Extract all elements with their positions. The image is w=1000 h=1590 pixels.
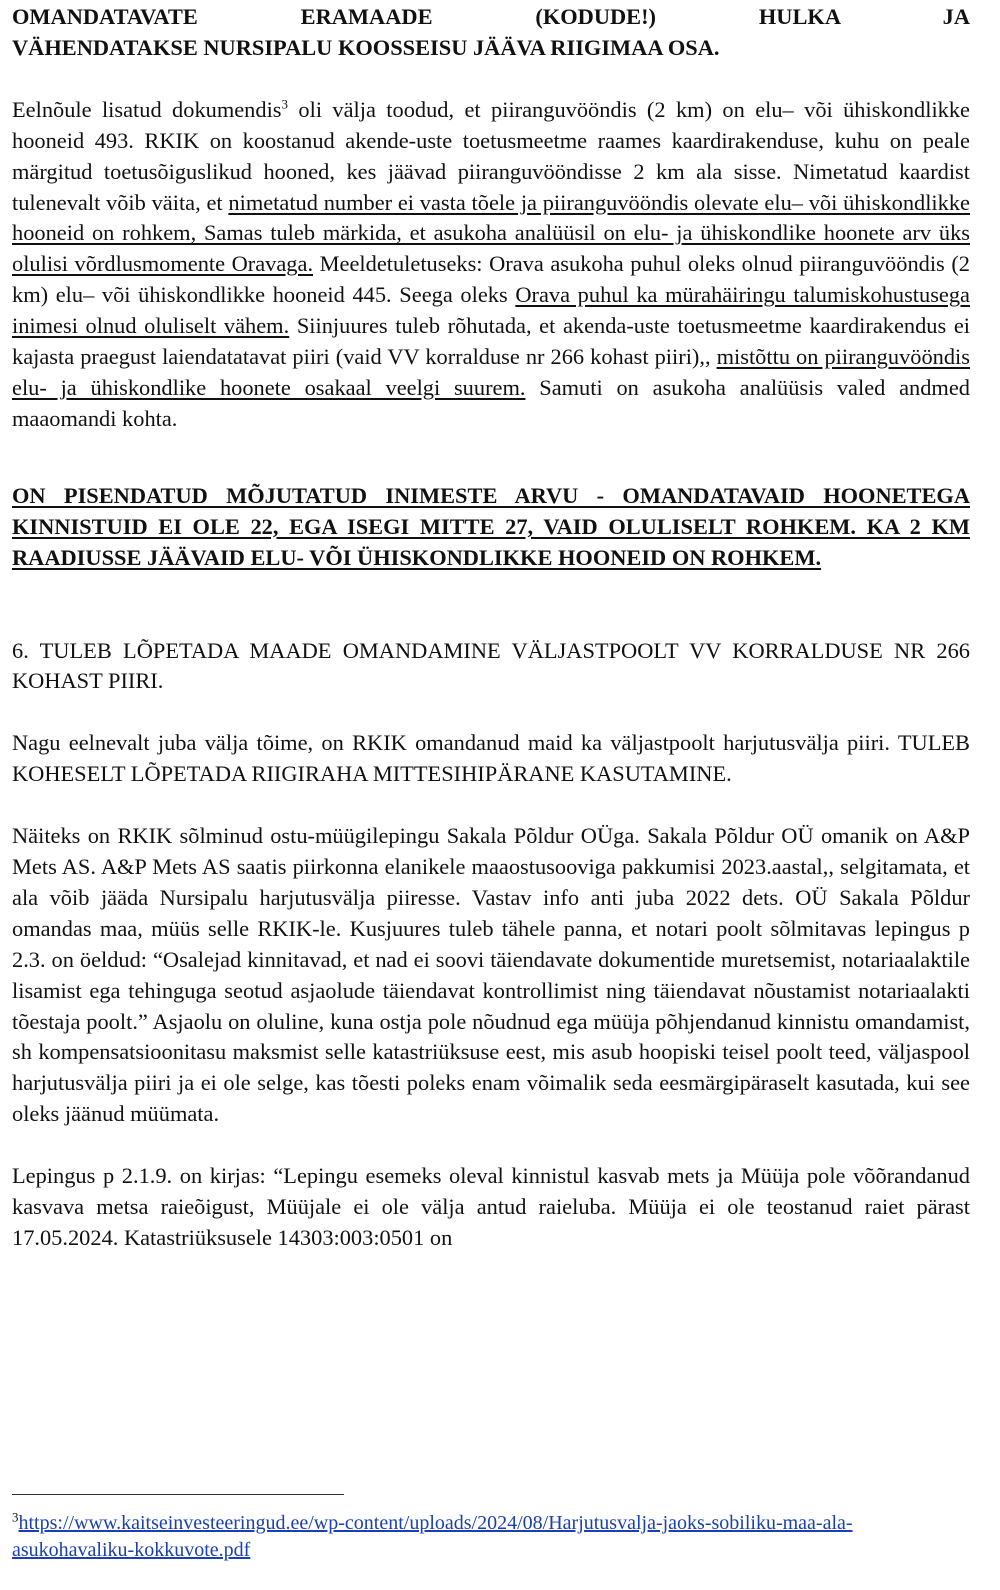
heading-top-line2: VÄHENDATAKSE NURSIPALU KOOSSEISU JÄÄVA RIIGIMAA OSA. bbox=[12, 34, 720, 60]
paragraph-land-outside-boundary: Nagu eelnevalt juba välja tõime, on RKIK omandanud maid ka väljastpoolt harjutusvälja piiri. TULEB KOHESELT LÕPETADA RIIGIRAHA MITTESIHIPÄRANE KASUTAMINE. bbox=[12, 730, 970, 787]
para1-underlined-2: Orava puhul ka mürahäiringu talumiskohustusega inimesi olnud oluliselt vähem. bbox=[12, 282, 970, 339]
para1-underlined-1: nimetatud number ei vasta tõele ja piiranguvööndis olevate elu– või ühiskondlikke hooneid on rohkem, Samas tuleb märkida, et asukoha analüüsil on elu- ja ühiskondlike hoonete arv üks olulisi võrdlusmomente Oravaga. bbox=[12, 189, 970, 277]
para1-text-2: oli välja toodud, et piiranguvööndis (2 km) on elu– või ühiskondlikke hooneid 493. RKIK on koostanud akende-uste toetusmeetme raames kaardirakenduse, kuhu on peale märgitud toetusõiguslikud hooned, kes jäävad piiranguvööndisse 2 km ala sisse. Nimetatud kaardist tulenevalt võib väita, et bbox=[12, 96, 970, 215]
para1-text-3: Meeldetuletuseks: Orava asukoha puhul oleks olnud piiranguvööndis (2 km) elu– või ühiskondlikke hooneid 445. Seega oleks bbox=[12, 251, 970, 308]
para1-underlined-3: mistõttu on piiranguvööndis elu- ja ühiskondlike hoonete osakaal veelgi suurem. bbox=[12, 344, 970, 400]
bold-underlined-heading: ON PISENDATUD MÕJUTATUD INIMESTE ARVU - OMANDATAVAID HOONETEGA KINNISTUID EI OLE 22, EGA ISEGI MITTE 27, VAID OLULISELT ROHKEM. KA 2 KM RAADIUSSE JÄÄVAID ELU- VÕI ÜHISKONDLIKKE HOONEID ON ROHKEM. bbox=[12, 482, 970, 570]
para1-text-5: Samuti on asukoha analüüsis valed andmed maaomandi kohta. bbox=[12, 374, 970, 431]
section-6-heading: 6. TULEB LÕPETADA MAADE OMANDAMINE VÄLJASTPOOLT VV KORRALDUSE NR 266 KOHAST PIIRI. bbox=[12, 637, 970, 694]
footnote bbox=[12, 1510, 970, 1564]
heading-top bbox=[12, 2, 970, 64]
footnote-separator bbox=[12, 1494, 344, 1495]
paragraph-contract-clause: Lepingus p 2.1.9. on kirjas: “Lepingu esemeks oleval kinnistul kasvab mets ja Müüja pole võõrandanud kasvava metsa raieõigust, Müüjale ei ole välja antud raieluba. Müüja ei ole teostanud raiet pärast 17.05.2024. Katastriüksusele 14303:003:0501 on bbox=[12, 1163, 970, 1250]
paragraph-sakala-poldur: Näiteks on RKIK sõlminud ostu-müügilepingu Sakala Põldur OÜga. Sakala Põldur OÜ omanik on A&P Mets AS. A&P Mets AS saatis piirkonna elanikele maaostusooviga pakkumisi 2023.aastal,, selgitamata, et ala võib jääda Nursipalu harjutusvälja piiresse. Vastav info anti juba 2022 dets. OÜ Sakala Põldur omandas maa, müüs selle RKIK-le. Kusjuures tuleb tähele panna, et notari poolt sõlmitavas lepingus p 2.3. on öeldud: “Osalejad kinnitavad, et nad ei soovi täiendavate dokumentide muretsemist, notariaalaktile lisamist ega tehinguga seotud asjaolude täiendavat kontrollimist ning täiendavat nõustamist notariaalakti tõestaja poolt.” Asjaolu on oluline, kuna ostja pole nõudnud ega müüja põhjendanud kinnistu omandamist, sh kompensatsioonitasu maksmist selle katastriüksuse eest, mis asub hoopiski teisel poolt teed, väljaspool harjutusvälja piiri ja ei ole selge, kas tõesti poleks enam võimalik seda eesmärgipäraselt kasutada, kui see oleks jäänud müümata. bbox=[12, 823, 970, 1127]
footnote-link[interactable]: https://www.kaitseinvesteeringud.ee/wp-content/uploads/2024/08/Harjutusvalja-jaoks-sobiliku-maa-ala-asukohavaliku-kokkuvote.pdf bbox=[12, 1512, 853, 1561]
heading-top-line1: OMANDATAVATE ERAMAADE (KODUDE!) HULKA JA bbox=[12, 4, 970, 29]
footnote-reference[interactable]: 3 bbox=[281, 96, 289, 112]
para1-text-4: Siinjuures tuleb rõhutada, et akenda-uste toetusmeetme kaardirakendus ei kajasta praegust laiendatatavat piiri (vaid VV korralduse nr 266 kohast piiri),, bbox=[12, 313, 970, 370]
paragraph-buildings-count bbox=[12, 95, 970, 435]
footnote-marker: 3 bbox=[12, 1509, 19, 1525]
para1-text-1: Eelnõule lisatud dokumendis bbox=[12, 96, 282, 122]
